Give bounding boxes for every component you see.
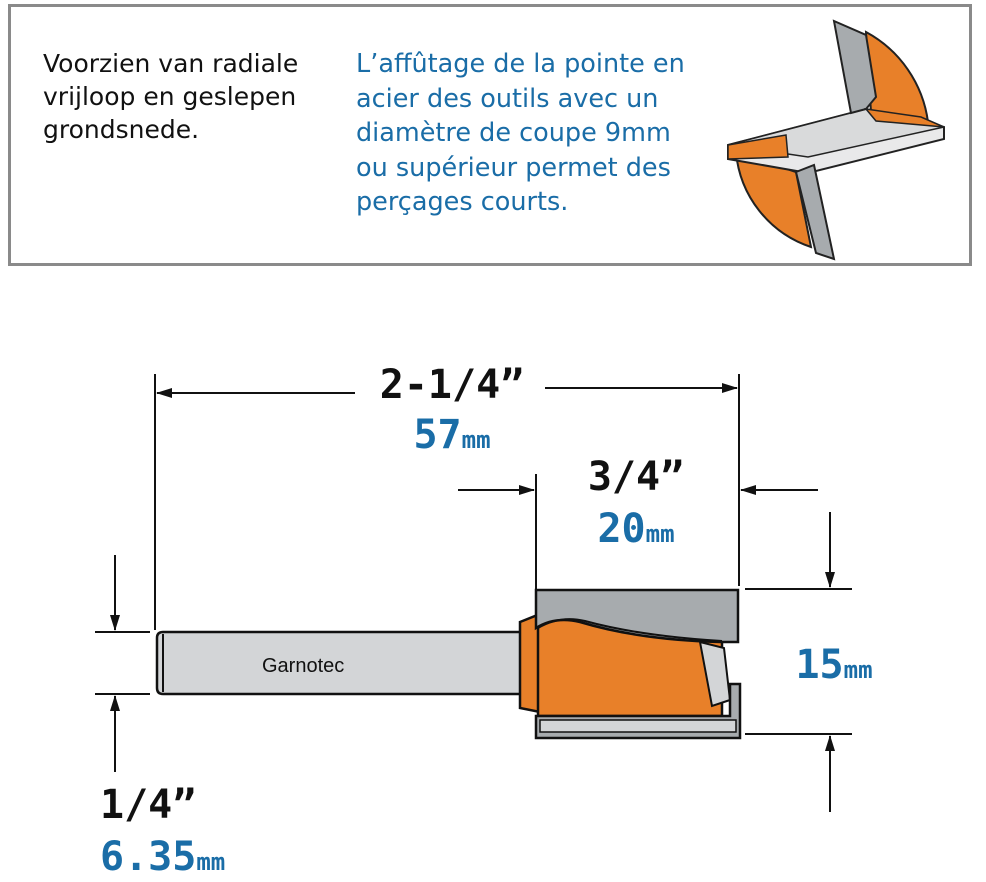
shank-diameter-mm-unit: mm — [196, 848, 226, 876]
brand-label: Garnotec — [262, 655, 345, 677]
cutting-length-mm — [597, 506, 674, 552]
cutting-diameter-mm-value: 15 — [795, 642, 844, 688]
cutting-diameter-mm-unit: mm — [843, 656, 873, 684]
shank-diameter-inch: 1/4” — [100, 782, 197, 828]
description-french-line: L’affûtage de la pointe en — [356, 49, 685, 79]
overall-length-inch: 2-1/4” — [379, 362, 525, 408]
shank-diameter-mm-value: 6.35 — [100, 834, 197, 880]
description-french-line: acier des outils avec un — [356, 83, 659, 114]
description-dutch-line: vrijloop en geslepen — [43, 82, 297, 111]
cutting-diameter-mm — [795, 642, 872, 688]
overall-length-mm-unit: mm — [461, 426, 491, 454]
overall-length-mm-value: 57 — [413, 412, 462, 458]
description-french-line: ou supérieur permet des — [356, 152, 671, 183]
shank-diameter-mm — [100, 834, 225, 880]
description-french-line: perçages courts. — [356, 187, 569, 217]
description-dutch-line: Voorzien van radiale — [43, 49, 299, 78]
description-dutch-line: grondsnede. — [43, 115, 200, 144]
cutting-length-mm-unit: mm — [645, 520, 675, 548]
overall-length-mm — [413, 412, 490, 458]
cutting-length-inch: 3/4” — [587, 454, 685, 500]
description-french-line: diamètre de coupe 9mm — [356, 118, 671, 148]
cutting-length-mm-value: 20 — [597, 506, 646, 552]
